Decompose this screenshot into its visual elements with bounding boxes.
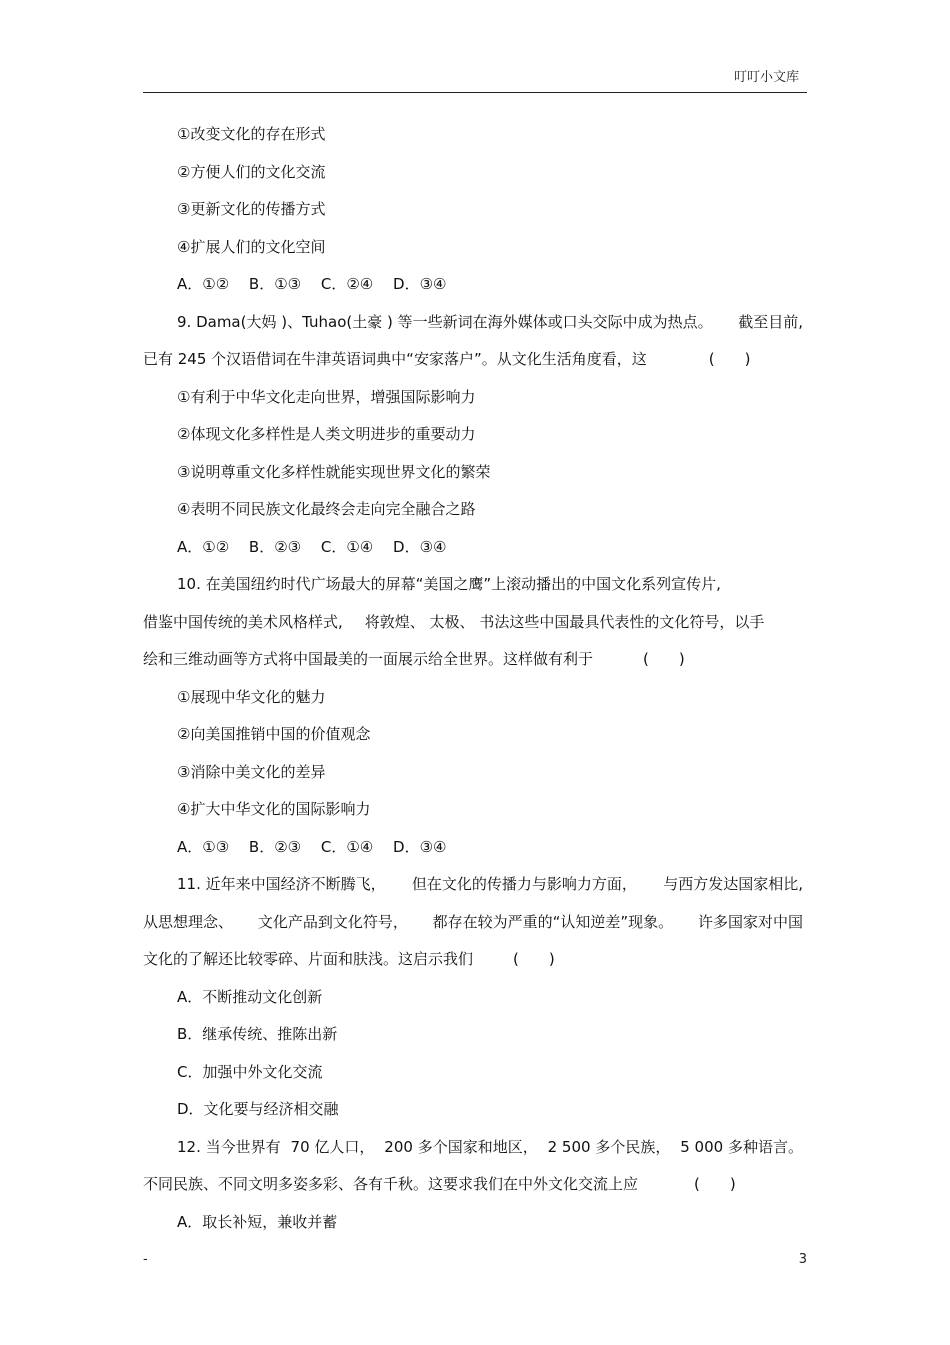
q12-stem-1c: 200 多个国家和地区，	[384, 1137, 538, 1156]
q9-option-2: ②体现文化多样性是人类文明进步的重要动力	[177, 425, 476, 443]
q10-option-4: ④扩大中华文化的国际影响力	[177, 800, 371, 818]
q12-answer-blank: ( )	[694, 1175, 736, 1193]
q12-stem-2: 不同民族、不同文明多姿多彩、各有千秋。这要求我们在中外文化交流上应	[143, 1175, 639, 1193]
q11-option-d: D．文化要与经济相交融	[177, 1100, 339, 1118]
page-number: 3	[798, 1252, 807, 1267]
q9-option-1: ①有利于中华文化走向世界，增强国际影响力	[177, 387, 476, 406]
q11-stem-1b: 但在文化的传播力与影响力方面，	[411, 875, 637, 893]
q12-stem-1b: 70 亿人口，	[290, 1137, 375, 1156]
q9-answer-blank: ( )	[708, 350, 751, 368]
q9-stem-1b: 截至目前,	[738, 312, 803, 331]
q12-stem-1a: 12. 当今世界有	[177, 1137, 281, 1156]
q11-stem-2a: 从思想理念、	[143, 912, 234, 931]
q8-option-1: ①改变文化的存在形式	[177, 125, 326, 143]
q9-stem-2: 已有 245 个汉语借词在牛津英语词典中“安家落户”。从文化生活角度看，这	[143, 350, 647, 368]
document-body	[143, 116, 807, 1241]
q11-stem-1a: 11. 近年来中国经济不断腾飞，	[177, 875, 386, 893]
q11-stem-2c: 都存在较为严重的“认知逆差”现象。	[432, 912, 674, 931]
q8-option-4: ④扩展人们的文化空间	[177, 237, 326, 256]
q10-stem-3: 绘和三维动画等方式将中国最美的一面展示给全世界。这样做有利于	[143, 650, 594, 668]
footer-dash: -	[143, 1252, 148, 1267]
q11-answer-blank: ( )	[513, 950, 555, 968]
q11-stem-2d: 许多国家对中国	[697, 912, 803, 931]
q10-option-1: ①展现中华文化的魅力	[177, 687, 326, 706]
q10-stem-2a: 借鉴中国传统的美术风格样式,	[143, 612, 343, 631]
q9-option-4: ④表明不同民族文化最终会走向完全融合之路	[177, 500, 476, 518]
q10-stem-line-3	[143, 641, 807, 679]
q11-option-c: C．加强中外文化交流	[177, 1062, 323, 1081]
q8-answers: A．①② B．①③ C．②④ D．③④	[177, 275, 447, 293]
q10-stem-line-1: 10. 在美国纽约时代广场最大的屏幕“美国之鹰”上滚动播出的中国文化系列宣传片,	[177, 575, 721, 593]
q9-option-3: ③说明尊重文化多样性就能实现世界文化的繁荣	[177, 462, 491, 481]
q11-stem-line-2	[143, 904, 807, 942]
q11-option-a: A．不断推动文化创新	[177, 987, 323, 1006]
q11-stem-line-1	[143, 866, 807, 904]
q10-answers: A．①③ B．②③ C．①④ D．③④	[177, 837, 447, 856]
q10-stem-line-2	[143, 604, 807, 642]
q10-option-3: ③消除中美文化的差异	[177, 762, 326, 781]
page-header	[143, 62, 807, 93]
header-brand: 叮叮小文库	[733, 70, 799, 85]
q12-stem-1e: 5 000 多种语言。	[680, 1137, 803, 1156]
q12-stem-line-1	[143, 1129, 807, 1167]
q8-option-3: ③更新文化的传播方式	[177, 200, 326, 218]
q10-answer-blank: ( )	[643, 650, 685, 668]
q9-stem-line-1	[143, 304, 807, 342]
q11-stem-1c: 与西方发达国家相比,	[663, 875, 803, 893]
q11-stem-2b: 文化产品到文化符号，	[257, 912, 408, 931]
q10-stem-2b: 将敦煌、 太极、 书法这些中国最具代表性的文化符号，以手	[364, 612, 765, 631]
q9-stem-line-2	[143, 341, 807, 379]
q12-stem-1d: 2 500 多个民族，	[547, 1137, 671, 1156]
q12-option-a: A．取长补短，兼收并蓄	[177, 1212, 338, 1231]
q10-option-2: ②向美国推销中国的价值观念	[177, 725, 371, 743]
q11-stem-3: 文化的了解还比较零碎、片面和肤浅。这启示我们	[143, 950, 474, 968]
q12-stem-line-2	[143, 1166, 807, 1204]
q11-option-b: B．继承传统、推陈出新	[177, 1025, 338, 1043]
q9-answers: A．①② B．②③ C．①④ D．③④	[177, 537, 447, 556]
q11-stem-line-3	[143, 941, 807, 979]
q9-stem-1a: 9. Dama(大妈 )、Tuhao(土豪 ) 等一些新词在海外媒体或口头交际中成为热点。	[177, 312, 713, 331]
q8-option-2: ②方便人们的文化交流	[177, 162, 326, 181]
